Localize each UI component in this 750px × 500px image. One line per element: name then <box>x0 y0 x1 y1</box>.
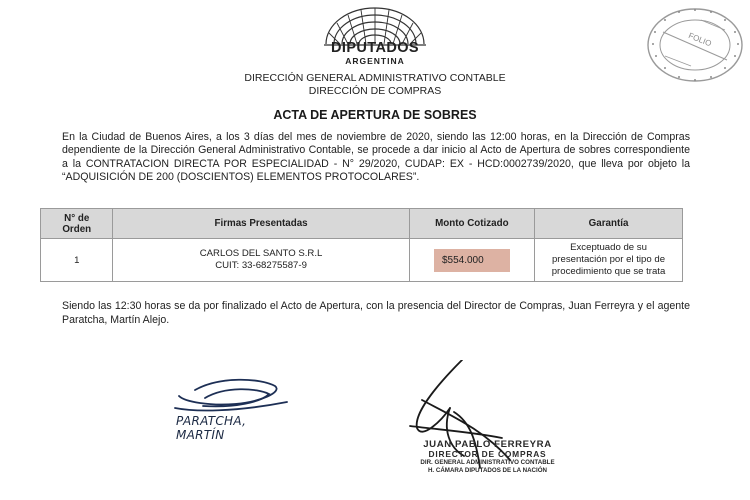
org-name: DIPUTADOS <box>331 40 419 56</box>
table-header-row <box>41 209 683 239</box>
department-name: DIRECCIÓN GENERAL ADMINISTRATIVO CONTABLE <box>244 72 506 84</box>
header-firm: Firmas Presentadas <box>113 209 409 239</box>
signer-organization: H. CÁMARA DIPUTADOS DE LA NACIÓN <box>427 466 548 474</box>
header-order-line1: N° de <box>64 212 90 224</box>
org-country: ARGENTINA <box>345 56 405 66</box>
signer-title: DIRECTOR DE COMPRAS <box>428 449 547 459</box>
firm-cuit: CUIT: 33-68275587-9 <box>215 260 307 271</box>
signer-department: DIR. GENERAL ADMINISTRATIVO CONTABLE <box>420 459 555 466</box>
warranty-line: presentación por el tipo de <box>551 254 666 265</box>
header-amount: Monto Cotizado <box>409 209 534 239</box>
cell-amount <box>409 239 534 282</box>
subdepartment-name: DIRECCIÓN DE COMPRAS <box>308 85 442 97</box>
header-warranty: Garantía <box>535 209 683 239</box>
signature-seal <box>400 440 575 474</box>
cell-warranty <box>535 239 683 282</box>
warranty-line: Exceptuado de su <box>570 242 647 253</box>
document-title: ACTA DE APERTURA DE SOBRES <box>273 108 477 122</box>
cell-firm <box>113 239 409 282</box>
bids-table <box>40 208 683 282</box>
signature-left-name: PARATCHA, MARTÍN <box>176 414 247 442</box>
header-order-line2: Orden <box>62 223 92 235</box>
firm-name: CARLOS DEL SANTO S.R.L <box>199 248 323 259</box>
signer-name: JUAN PABLO FERREYRA <box>423 439 552 450</box>
intro-paragraph: En la Ciudad de Buenos Aires, a los 3 días del mes de noviembre de 2020, siendo las 12:00 horas, en la Dirección de Compras dependiente de la Dirección General Administrativo Contable, se procede a dar inicio al Acto de Apertura de sobres correspondiente a la CONTRATACION DIRECTA POR ESPECIALIDAD - N° 29/2020, CUDAP: EX - HCD:0002739/2020, que lleva por objeto la “ADQUISICIÓN DE 200 (DOSCIENTOS) ELEMENTOS PROTOCOLARES”. <box>62 131 690 183</box>
cell-order: 1 <box>41 239 113 282</box>
closing-paragraph: Siendo las 12:30 horas se da por finalizado el Acto de Apertura, con la presencia del Director de Compras, Juan Ferreyra y el agente Paratcha, Martín Alejo. <box>62 300 690 326</box>
stamp-text: FOLIO <box>687 31 713 49</box>
warranty-line: procedimiento que se trata <box>551 266 666 277</box>
amount-value: $554.000 <box>434 249 510 272</box>
header-order <box>41 209 113 239</box>
folio-stamp <box>643 4 747 86</box>
table-row <box>41 239 683 282</box>
